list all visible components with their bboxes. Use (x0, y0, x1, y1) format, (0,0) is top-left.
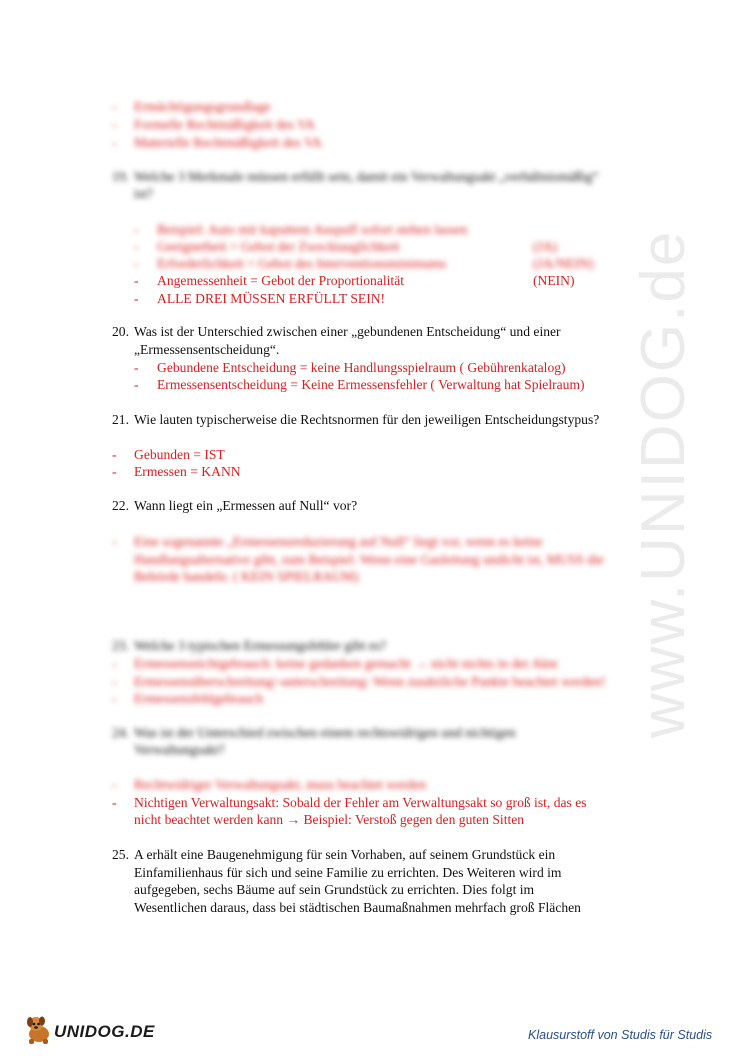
bullet-dash: - (112, 447, 117, 462)
bullet-dash: - (134, 377, 139, 392)
bullet-dash: - (112, 656, 117, 671)
question-text: Verwaltungsakt? (134, 742, 225, 757)
answer-line: nicht beachtet werden kann → Beispiel: Verstoß gegen den guten Sitten (134, 812, 525, 827)
question-text: Welche 3 Merkmale müssen erfüllt sein, damit ein Verwaltungsakt „verhältnismäßig“ (134, 169, 599, 184)
list-item: Ermächtigungsgrundlage (134, 99, 271, 114)
answer-tag: (JA/NEIN) (533, 256, 594, 271)
answer-item: Beispiel: Auto mit kaputtem Auspuff sofort stehen lassen (157, 222, 468, 237)
bullet-dash: - (134, 291, 139, 306)
question-number: 20. (112, 324, 129, 339)
bullet-dash: - (134, 256, 139, 271)
watermark: www.UNIDOG.de (629, 229, 698, 738)
question-number: 24. (112, 725, 129, 740)
answer-item: Erforderlichkeit = Gebot des Interventionsminimums (157, 256, 447, 271)
question-number: 23. (112, 638, 129, 653)
bullet-dash: - (112, 464, 117, 479)
question-text: Wesentlichen daraus, dass bei städtischen Baumaßnahmen mehrfach groß Flächen (134, 900, 581, 915)
footer-tagline: Klausurstoff von Studis für Studis (528, 1028, 713, 1042)
logo-text: UNIDOG.DE (54, 1022, 155, 1041)
answer-item: Ermessensüberschreitung/-unterschreitung: Wenn zusätzliche Punkte beachtet werden! (134, 674, 606, 689)
question-number: 25. (112, 847, 129, 862)
bullet-dash: - (134, 222, 139, 237)
bullet-dash: - (112, 534, 117, 549)
question-text: „Ermessensentscheidung“. (134, 342, 280, 357)
answer-item: Angemessenheit = Gebot der Proportionalität (157, 273, 405, 288)
question-text: Was ist der Unterschied zwischen einer „gebundenen Entscheidung“ und einer (134, 324, 561, 339)
dog-mascot-icon (22, 1012, 56, 1046)
list-item: Materielle Rechtmäßigkeit des VA (134, 135, 322, 150)
answer-line: Handlungsalternative gibt, zum Beispiel: Wenn eine Gasleitung undicht ist, MUSS die (134, 552, 604, 567)
answer-item: Geeignetheit = Gebot der Zwecktauglichkeit (157, 239, 400, 254)
bullet-dash: - (112, 691, 117, 706)
answer-line: Eine sogenannte „Ermessensreduzierung auf Null“ liegt vor, wenn es keine (134, 534, 543, 549)
unidog-logo[interactable] (22, 1012, 162, 1048)
answer-item: ALLE DREI MÜSSEN ERFÜLLT SEIN! (157, 291, 386, 306)
question-text: aufgegeben, sechs Bäume auf sein Grundstück zu errichten. Dies folgt im (134, 882, 535, 897)
answer-item: Ermessensentscheidung = Keine Ermessensfehler ( Verwaltung hat Spielraum) (157, 377, 585, 392)
question-text: Was ist der Unterschied zwischen einem rechtswidrigen und nichtigen (134, 725, 516, 740)
answer-item: Rechtwidriger Verwaltungsakt, muss beachtet werden (134, 777, 427, 792)
question-number: 22. (112, 498, 129, 513)
question-number: 21. (112, 412, 129, 427)
answer-item: Nichtigen Verwaltungsakt: Sobald der Fehler am Verwaltungsakt so groß ist, das es (134, 795, 587, 810)
answer-item: Ermessensfehlgebrauch (134, 691, 264, 706)
question-text: Welche 3 typischen Ermessungsfehler gibt es? (134, 638, 387, 653)
answer-item: Gebunden = IST (134, 447, 225, 462)
question-number: 19. (112, 169, 129, 184)
bullet-dash: - (112, 117, 117, 132)
question-text: Einfamilienhaus für sich und seine Familie zu errichten. Des Weiteren wird im (134, 865, 562, 880)
bullet-dash: - (112, 777, 117, 792)
answer-item: Ermessen = KANN (134, 464, 241, 479)
bullet-dash: - (112, 795, 117, 810)
bullet-dash: - (134, 273, 139, 288)
bullet-dash: - (134, 239, 139, 254)
bullet-dash: - (112, 135, 117, 150)
question-text: ist? (134, 186, 153, 201)
question-text: Wann liegt ein „Ermessen auf Null“ vor? (134, 498, 358, 513)
answer-item: Gebundene Entscheidung = keine Handlungsspielraum ( Gebührenkatalog) (157, 360, 566, 375)
question-text: Wie lauten typischerweise die Rechtsnormen für den jeweiligen Entscheidungstypus? (134, 412, 600, 427)
bullet-dash: - (112, 674, 117, 689)
bullet-dash: - (134, 360, 139, 375)
answer-tag: (NEIN) (533, 273, 575, 288)
question-text: A erhält eine Baugenehmigung für sein Vorhaben, auf seinem Grundstück ein (134, 847, 556, 862)
list-item: Formelle Rechtmäßigkeit des VA (134, 117, 316, 132)
answer-line: Behörde handeln. ( KEIN SPIELRAUM) (134, 569, 359, 584)
answer-tag: (JA) (533, 239, 558, 254)
bullet-dash: - (112, 99, 117, 114)
answer-item: Ermessensnichtgebrauch: keine gedanken gemacht → nicht nichts in der Akte (134, 656, 558, 671)
